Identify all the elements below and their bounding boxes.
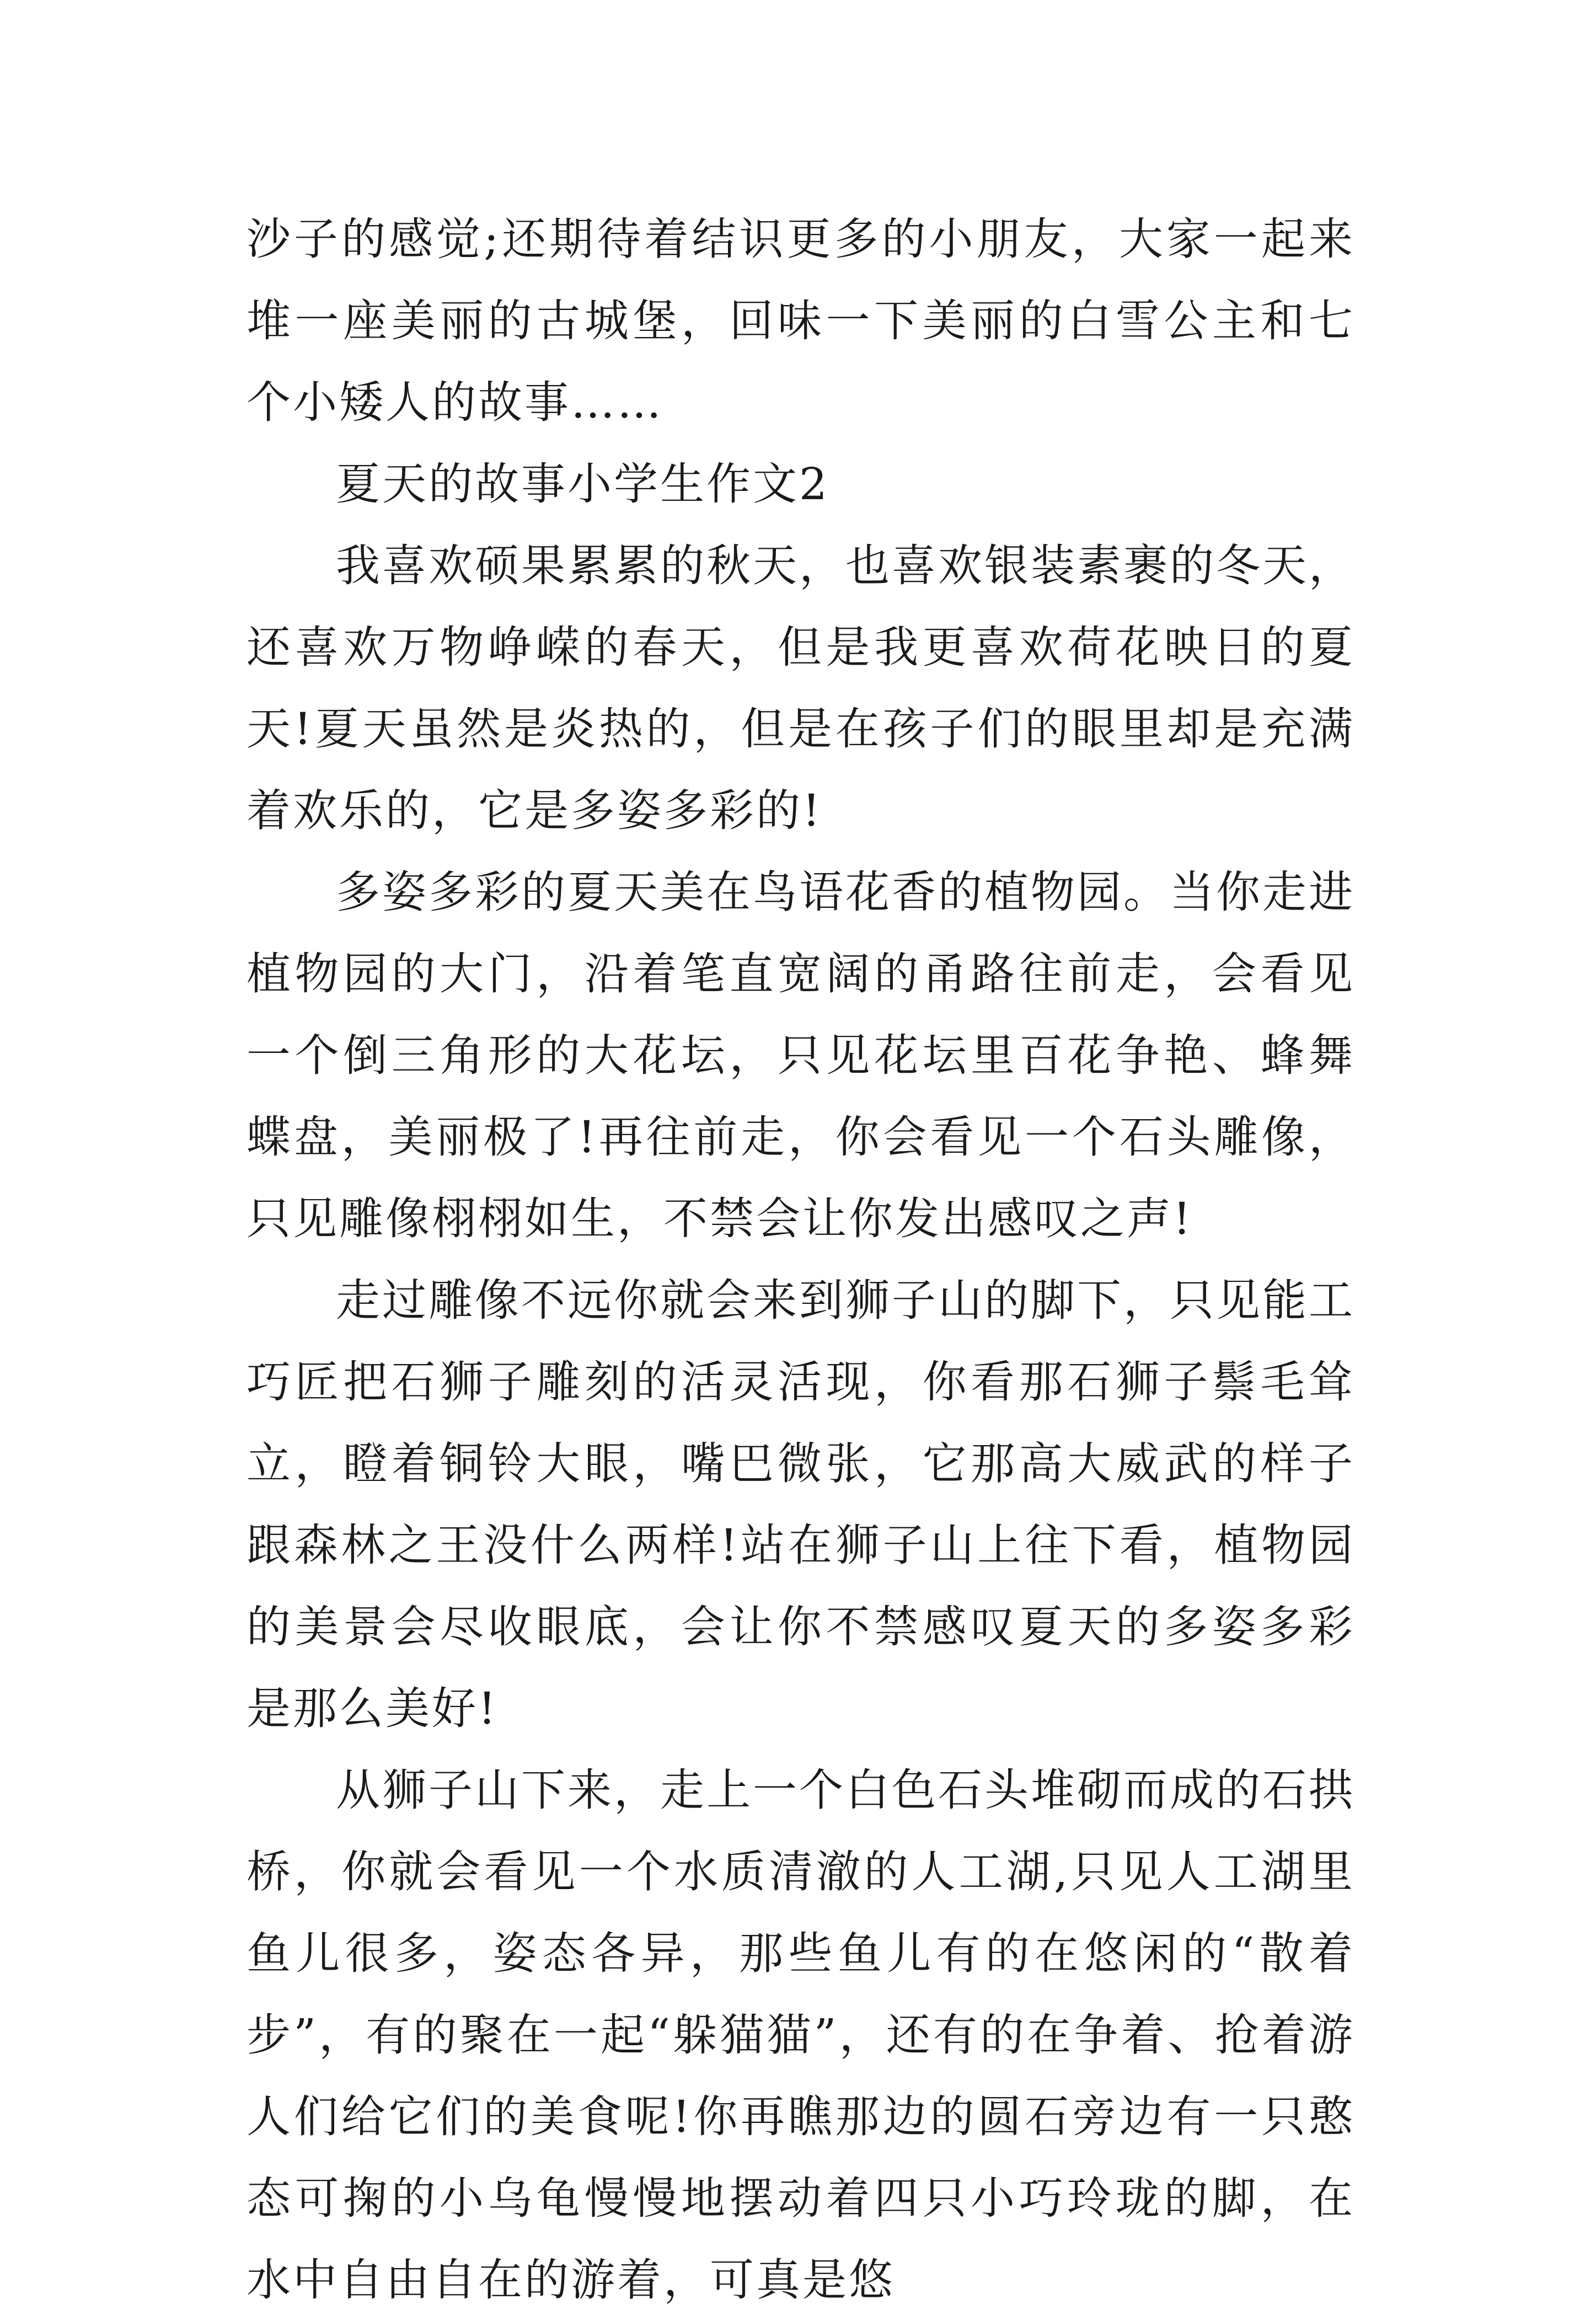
paragraph-4: 从狮子山下来，走上一个白色石头堆砌而成的石拱桥，你就会看见一个水质清澈的人工湖,只见人工湖里鱼儿很多，姿态各异，那些鱼儿有的在悠闲的“散着步”，有的聚在一起“躲猫猫”，还有的在争着、抢着游人们给它们的美食呢!你再瞧那边的圆石旁边有一只憨态可掬的小乌龟慢慢地摆动着四只小巧玲珑的脚，在水中自由自在的游着，可真是悠 <box>247 1764 1355 2306</box>
document-body <box>247 199 1355 2321</box>
paragraph-1: 我喜欢硕果累累的秋天，也喜欢银装素裹的冬天，还喜欢万物峥嵘的春天，但是我更喜欢荷花映日的夏天!夏天虽然是炎热的，但是在孩子们的眼里却是充满着欢乐的，它是多姿多彩的! <box>247 540 1355 836</box>
paragraph-3: 走过雕像不远你就会来到狮子山的脚下，只见能工巧匠把石狮子雕刻的活灵活现，你看那石狮子鬃毛耸立，瞪着铜铃大眼，嘴巴微张，它那高大威武的样子跟森林之王没什么两样!站在狮子山上往下看，植物园的美景会尽收眼底，会让你不禁感叹夏天的多姿多彩是那么美好! <box>247 1275 1355 1734</box>
continuation-paragraph: 沙子的感觉;还期待着结识更多的小朋友，大家一起来堆一座美丽的古城堡，回味一下美丽的白雪公主和七个小矮人的故事…… <box>247 213 1355 428</box>
paragraph-2: 多姿多彩的夏天美在鸟语花香的植物园。当你走进植物园的大门，沿着笔直宽阔的甬路往前走，会看见一个倒三角形的大花坛，只见花坛里百花争艳、蜂舞蝶盘，美丽极了!再往前走，你会看见一个石头雕像，只见雕像栩栩如生，不禁会让你发出感叹之声! <box>247 867 1355 1244</box>
essay-heading: 夏天的故事小学生作文2 <box>336 458 829 510</box>
